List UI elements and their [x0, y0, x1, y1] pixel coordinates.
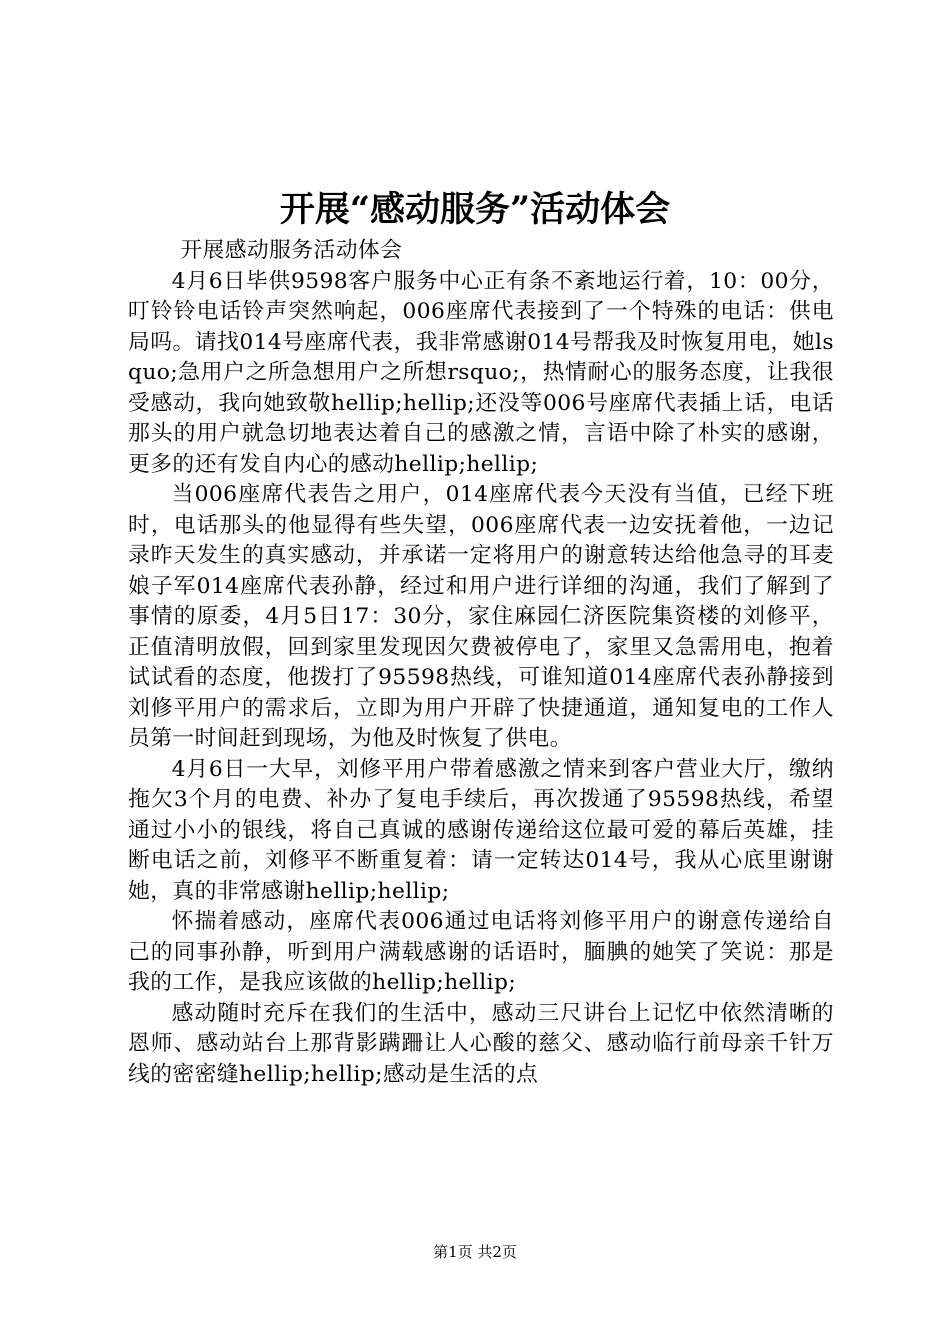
document-subtitle: 开展感动服务活动体会 — [180, 238, 403, 263]
body-paragraph-4: 怀揣着感动，座席代表006通过电话将刘修平用户的谢意传递给自己的同事孙静，听到用户满载感谢的话语时，腼腆的她笑了笑说：那是我的工作，是我应该做的hellip;hellip; — [128, 909, 834, 995]
body-paragraph-5: 感动随时充斥在我们的生活中，感动三尺讲台上记忆中依然清晰的恩师、感动站台上那背影蹒跚让人心酸的慈父、感动临行前母亲千针万线的密密缝hellip;hellip;感动是生活的点 — [128, 1000, 834, 1087]
page-footer: 第1页 共2页 — [433, 1243, 517, 1261]
body-paragraph-2: 当006座席代表告之用户，014座席代表今天没有当值，已经下班时，电话那头的他显得有些失望，006座席代表一边安抚着他，一边记录昨天发生的真实感动，并承诺一定将用户的谢意转达给他急寻的耳麦娘子军014座席代表孙静，经过和用户进行详细的沟通，我们了解到了事情的原委，4月5日17：30分，家住麻园仁济医院集资楼的刘修平，正值清明放假，回到家里发现因欠费被停电了，家里又急需用电，抱着试试看的态度，他拨打了95598热线，可谁知道014座席代表孙静接到刘修平用户的需求后，立即为用户开辟了快捷通道，通知复电的工作人员第一时间赶到现场，为他及时恢复了供电。 — [128, 482, 834, 751]
document-body — [128, 236, 834, 1090]
document-title: 开展“感动服务”活动体会 — [279, 189, 671, 230]
body-paragraph-1: 4月6日毕供9598客户服务中心正有条不紊地运行着，10：00分，叮铃铃电话铃声突然响起，006座席代表接到了一个特殊的电话：供电局吗。请找014号座席代表，我非常感谢014号帮我及时恢复用电，她lsquo;急用户之所急想用户之所想rsquo;，热情耐心的服务态度，让我很受感动，我向她致敬hellip;hellip;还没等006号座席代表插上话，电话那头的用户就急切地表达着自己的感激之情，言语中除了朴实的感谢，更多的还有发自内心的感动hellip;hellip; — [128, 268, 834, 477]
body-paragraph-3: 4月6日一大早，刘修平用户带着感激之情来到客户营业大厅，缴纳拖欠3个月的电费、补办了复电手续后，再次拨通了95598热线，希望通过小小的银线，将自己真诚的感谢传递给这位最可爱的幕后英雄，挂断电话之前，刘修平不断重复着：请一定转达014号，我从心底里谢谢她，真的非常感谢hellip;hellip; — [128, 756, 834, 904]
